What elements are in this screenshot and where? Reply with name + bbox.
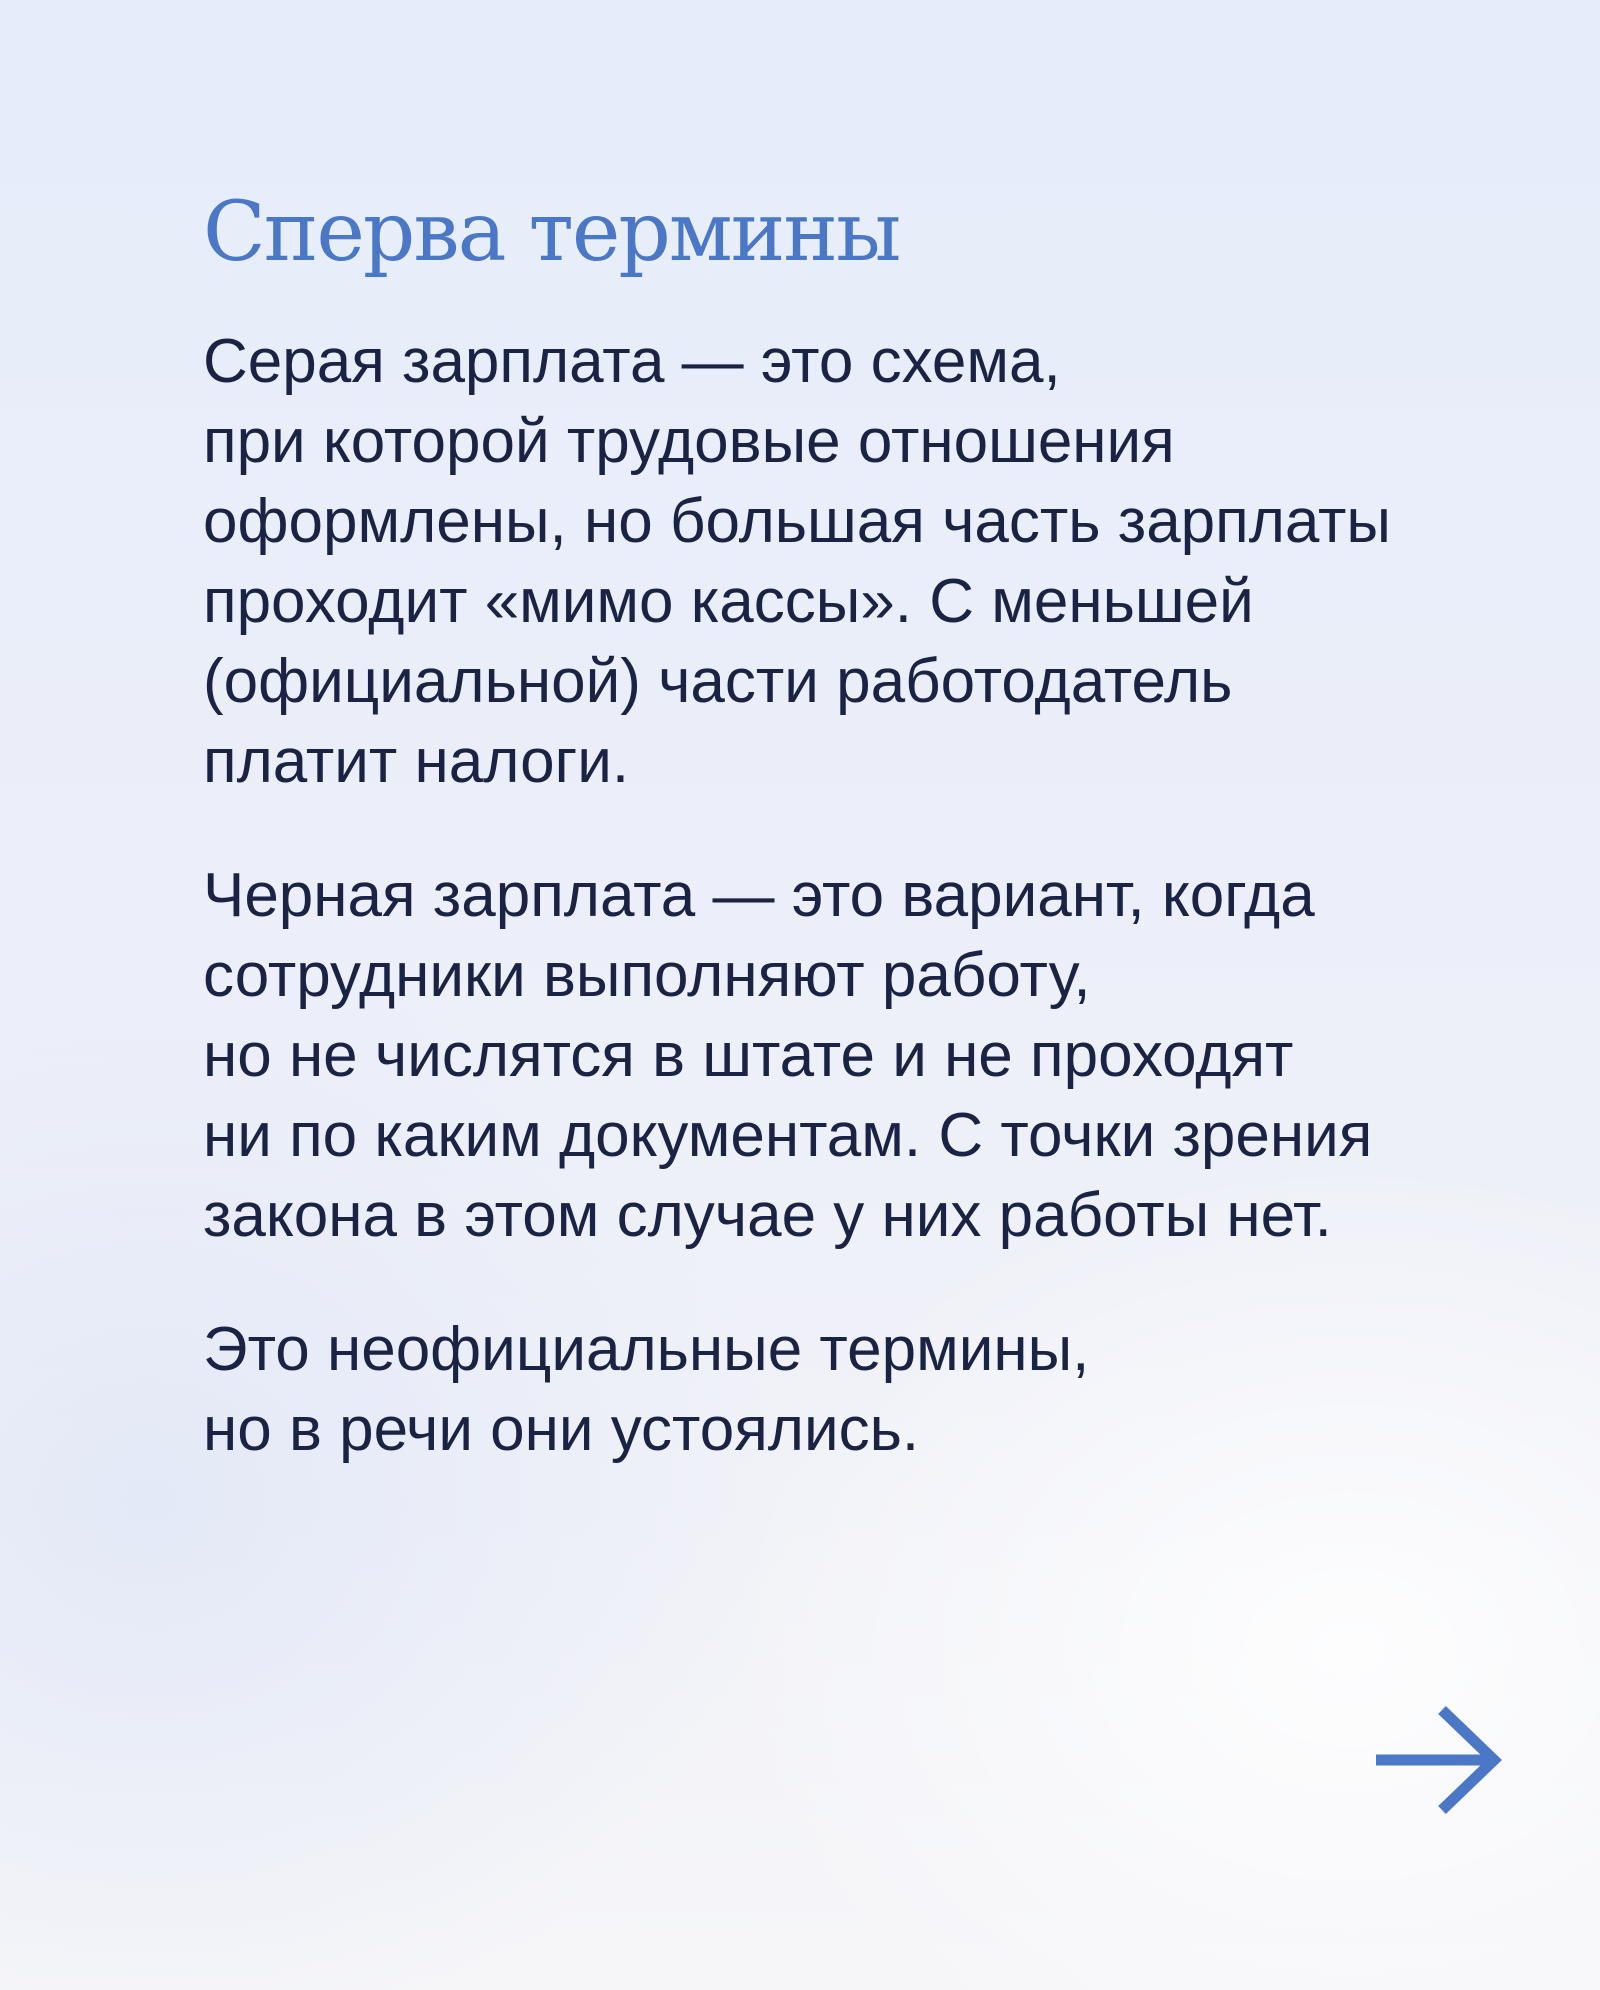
text-line: Это неофициальные термины, [203,1315,1090,1384]
text-line: закона в этом случае у них работы нет. [203,1181,1332,1250]
paragraph-grey-salary [203,322,1523,802]
paragraph-black-salary [203,856,1523,1256]
arrow-right-icon [1370,1700,1505,1820]
text-line: платит налоги. [203,727,630,796]
text-line: но не числятся в штате и не проходят [203,1021,1294,1090]
slide-title: Сперва термины [203,185,900,280]
text-line: но в речи они устоялись. [203,1395,920,1464]
text-line: проходит «мимо кассы». С меньшей [203,567,1254,636]
text-line: при которой трудовые отношения [203,407,1175,476]
text-line: сотрудники выполняют работу, [203,941,1091,1010]
text-line: Черная зарплата — это вариант, когда [203,861,1315,930]
slide-body [203,322,1523,1470]
paragraph-terms-note [203,1310,1523,1470]
text-line: ни по каким документам. С точки зрения [203,1101,1373,1170]
text-line: (официальной) части работодатель [203,647,1233,716]
text-line: оформлены, но большая часть зарплаты [203,487,1391,556]
next-slide-button[interactable] [1370,1700,1505,1820]
text-line: Серая зарплата — это схема, [203,327,1061,396]
